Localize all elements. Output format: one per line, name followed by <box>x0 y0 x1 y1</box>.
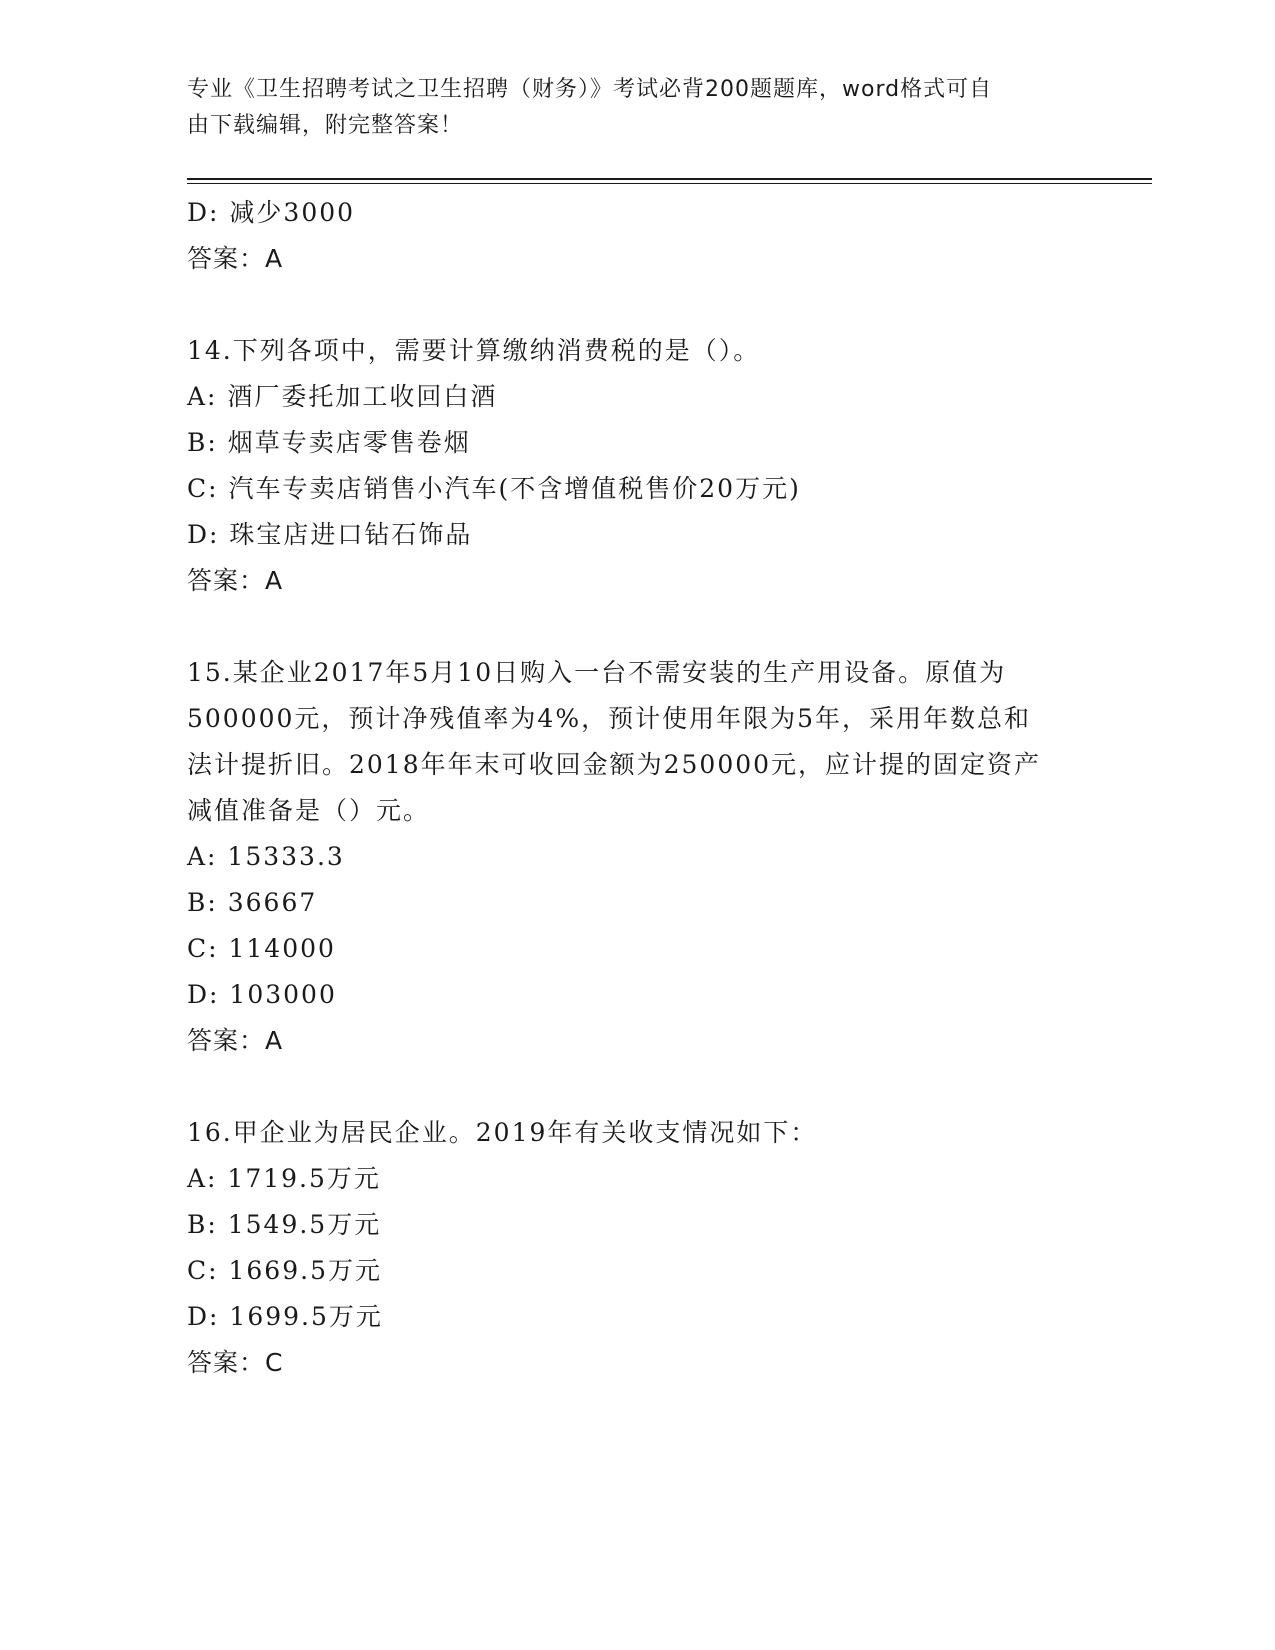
option-c: C: 114000 <box>187 934 336 963</box>
option-d: D: 103000 <box>187 980 337 1009</box>
option-a: A: 酒厂委托加工收回白酒 <box>187 382 498 411</box>
document-body <box>187 190 1087 1386</box>
spacer <box>187 604 1087 650</box>
option-b: B: 36667 <box>187 888 318 917</box>
option-a: A: 15333.3 <box>187 842 345 871</box>
answer: 答案：C <box>187 1348 284 1377</box>
header-line-2: 由下载编辑，附完整答案！ <box>187 113 464 138</box>
spacer <box>187 282 1087 328</box>
question-15 <box>187 650 1087 1064</box>
question-stem: 16.甲企业为居民企业。2019年有关收支情况如下： <box>187 1118 818 1147</box>
option-d: D: 珠宝店进口钻石饰品 <box>187 520 473 549</box>
option-c: C: 汽车专卖店销售小汽车(不含增值税售价20万元) <box>187 474 801 503</box>
question-14 <box>187 328 1087 604</box>
option-d: D: 减少3000 <box>187 198 356 227</box>
answer: 答案：A <box>187 566 284 595</box>
header-divider-thick <box>187 178 1152 180</box>
question-stem-line: 法计提折旧。2018年年末可收回金额为250000元，应计提的固定资产 <box>187 750 1042 779</box>
question-stem-line: 减值准备是（）元。 <box>187 796 431 825</box>
header-divider-thin <box>187 183 1152 184</box>
question-16 <box>187 1110 1087 1386</box>
spacer <box>187 1064 1087 1110</box>
answer: 答案：A <box>187 1026 284 1055</box>
document-header <box>187 72 1087 144</box>
question-13-tail <box>187 190 1087 282</box>
option-b: B: 烟草专卖店零售卷烟 <box>187 428 471 457</box>
question-stem-line: 500000元，预计净残值率为4%，预计使用年限为5年，采用年数总和 <box>187 704 1032 733</box>
header-line-1: 专业《卫生招聘考试之卫生招聘（财务）》考试必背200题题库，word格式可自 <box>187 77 993 102</box>
option-c: C: 1669.5万元 <box>187 1256 382 1285</box>
option-b: B: 1549.5万元 <box>187 1210 382 1239</box>
question-stem: 14.下列各项中，需要计算缴纳消费税的是（）。 <box>187 336 761 365</box>
answer: 答案：A <box>187 244 284 273</box>
question-stem-line: 15.某企业2017年5月10日购入一台不需安装的生产用设备。原值为 <box>187 658 1007 687</box>
option-d: D: 1699.5万元 <box>187 1302 383 1331</box>
option-a: A: 1719.5万元 <box>187 1164 381 1193</box>
